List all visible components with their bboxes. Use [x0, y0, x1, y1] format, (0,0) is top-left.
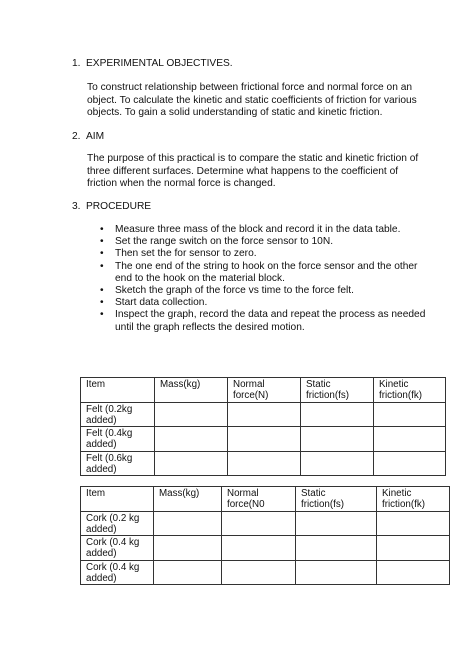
table-cell [155, 427, 228, 452]
procedure-step-text: Sketch the graph of the force vs time to the force felt. [115, 285, 354, 297]
table-row [81, 560, 450, 585]
table-cell [222, 536, 296, 561]
procedure-step [100, 236, 430, 248]
bullet-icon: • [100, 248, 104, 260]
section-number: 2. [72, 131, 81, 142]
table-cell [154, 511, 222, 536]
section-title: AIM [86, 131, 105, 142]
table-cell [296, 560, 377, 585]
procedure-step-text: Then set the for sensor to zero. [115, 248, 257, 260]
table-header-cell: Normal force(N) [228, 378, 301, 403]
table-cell [301, 402, 374, 427]
table-row [81, 511, 450, 536]
table-header-cell: Mass(kg) [155, 378, 228, 403]
table-header-row [81, 487, 450, 512]
objectives-paragraph: To construct relationship between frictional force and normal force on an object. To calculate the kinetic and static coefficients of friction for various objects. To gain a solid understanding of static and kinetic friction. [87, 82, 417, 119]
table-header-cell: Mass(kg) [154, 487, 222, 512]
procedure-step [100, 285, 430, 297]
table-header-cell: Item [81, 378, 155, 403]
procedure-step [100, 309, 430, 333]
table-row [81, 427, 446, 452]
table-header-cell: Static friction(fs) [296, 487, 377, 512]
table-row [81, 536, 450, 561]
section-heading-procedure [72, 201, 151, 213]
procedure-step-text: Set the range switch on the force sensor to 10N. [115, 236, 334, 248]
table-cell [155, 402, 228, 427]
table-cell [228, 427, 301, 452]
table-cell-item: Cork (0.2 kg added) [81, 511, 154, 536]
bullet-icon: • [100, 309, 104, 321]
section-number: 3. [72, 201, 81, 212]
section-number: 1. [72, 58, 81, 69]
table-header-cell: Kinetic friction(fk) [374, 378, 446, 403]
table-cell [301, 427, 374, 452]
table-cell-item: Cork (0.4 kg added) [81, 560, 154, 585]
table-header-cell: Static friction(fs) [301, 378, 374, 403]
table-cell [222, 560, 296, 585]
table-cell [301, 451, 374, 476]
procedure-step [100, 224, 430, 236]
section-heading-objectives [72, 58, 233, 70]
table-cell [296, 511, 377, 536]
table-cell-item: Felt (0.4kg added) [81, 427, 155, 452]
table-header-cell: Kinetic friction(fk) [377, 487, 450, 512]
bullet-icon: • [100, 285, 104, 297]
table-cell [228, 451, 301, 476]
table-cell [155, 451, 228, 476]
procedure-list [100, 224, 430, 334]
table-cell [154, 536, 222, 561]
procedure-step [100, 261, 430, 285]
procedure-step [100, 297, 430, 309]
table-cell [296, 536, 377, 561]
bullet-icon: • [100, 260, 104, 272]
procedure-step-text: Inspect the graph, record the data and repeat the process as needed until the graph reflects the desired motion. [115, 309, 426, 333]
procedure-step-text: Start data collection. [115, 297, 208, 309]
procedure-step-text: The one end of the string to hook on the force sensor and the other end to the hook on the material block. [115, 260, 418, 284]
table-header-row [81, 378, 446, 403]
table-cell [374, 427, 446, 452]
bullet-icon: • [100, 236, 104, 248]
table-cell [377, 560, 450, 585]
felt-data-table [80, 377, 446, 476]
table-cell [377, 536, 450, 561]
aim-paragraph: The purpose of this practical is to compare the static and kinetic friction of three different surfaces. Determine what happens to the coefficient of friction when the normal force is changed. [87, 153, 419, 190]
table-header-cell: Normal force(N0 [222, 487, 296, 512]
bullet-icon: • [100, 297, 104, 309]
table-cell [374, 451, 446, 476]
procedure-step [100, 248, 430, 260]
procedure-step-text: Measure three mass of the block and record it in the data table. [115, 224, 401, 235]
section-title: EXPERIMENTAL OBJECTIVES. [86, 58, 233, 69]
table-cell [228, 402, 301, 427]
table-row [81, 402, 446, 427]
cork-data-table [80, 486, 450, 585]
table-cell [377, 511, 450, 536]
table-cell [374, 402, 446, 427]
table-row [81, 451, 446, 476]
table-cell [154, 560, 222, 585]
section-heading-aim [72, 131, 104, 143]
section-title: PROCEDURE [86, 201, 152, 212]
table-header-cell: Item [81, 487, 154, 512]
table-cell-item: Felt (0.2kg added) [81, 402, 155, 427]
bullet-icon: • [100, 224, 104, 235]
table-cell-item: Cork (0.4 kg added) [81, 536, 154, 561]
table-cell-item: Felt (0.6kg added) [81, 451, 155, 476]
table-cell [222, 511, 296, 536]
